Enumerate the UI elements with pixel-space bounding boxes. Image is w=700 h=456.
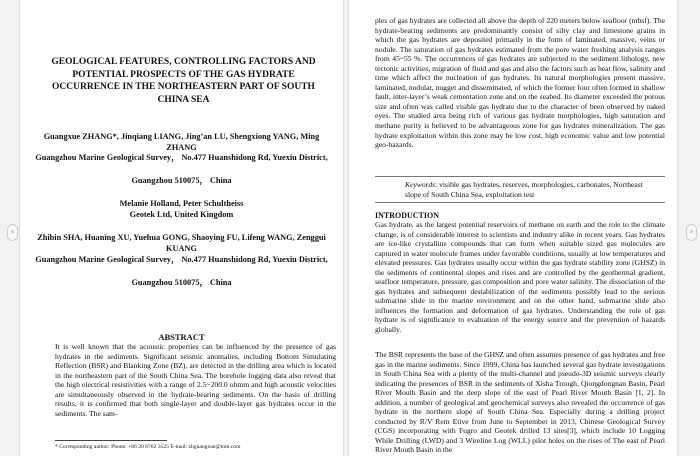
introduction-paragraph-2: The BSR represents the base of the GHSZ and often assumes presence of gas hydrates and free gas in the marine sediments. Since 1999, China has launched several gas hydrate investigations in South China Sea with a plenty of the multi-channel and pseudo-3D seismic surveys clearly indicating the presences of BSR in the sediments of Xisha Trough, Qiongdongnan Basin, Pearl River Mouth Basin and the deep slope of the east of Pearl River Mouth Basin [1, 2]. In addition, a number of geological and geochemical surveys also revealed the occurrence of gas hydrate in the northern slope of South China Sea. Especially during a drilling project conducted by R/V Rem Etive from June to September in 2013, Chinese Geological Survey (CGS) incorporating with Fugro and Geotek drilled 13 sites[3], which include 10 Logging While Drilling (LWD) and 3 Wireline Log (WLL) pilot holes on the rises of The east of Pearl River Mouth Basin in the	[375, 350, 665, 455]
affiliation-city-1: Guangzhou 510075， China	[131, 176, 232, 185]
keywords-text: : visible gas hydrates, reserves, morphologies, carbonates, Northeast slope of South China Sea, exploitation test	[405, 180, 643, 199]
author-list-1: Guangxue ZHANG*, Jinqiang LIANG, Jing’an LU, Shengxiong YANG, Ming ZHANG	[43, 132, 320, 152]
keywords-label: Keywords	[405, 180, 436, 189]
affiliation-2: Geotek Ltd, United Kingdom	[129, 210, 234, 219]
right-page	[349, 0, 677, 456]
keywords-top-rule	[375, 176, 665, 177]
affiliation-city-3: Guangzhou 510075， China	[131, 278, 232, 287]
left-page	[20, 0, 343, 456]
author-list-3: Zhibin SHA, Huaning XU, Yuehua GONG, Shaoying FU, Lifeng WANG, Zenggui KUANG	[37, 233, 326, 253]
author-list-2: Melanie Holland, Peter Schultheiss	[119, 199, 244, 208]
abstract-continuation: ples of gas hydrates are collected all above the depth of 220 meters below seafloor (mbsf). The hydrate-bearing sediments are predominantly consist of silty clay and limestone grains in which the gas hydrates are deposited primarily in the form of laminated, massive, veins or nodule. The saturation of gas hydrates estimated from the pore water freshing analysis ranges from 45~55 %. The occurrences of gas hydrates are subjected to the sediment lithology, new tectonic activities, migration of fluid and gas and also the factors such as heat flow, salinity and time which affect the nucleation of gas hydrates. Its natural morphologies present massive, laminated, nodular, nugget and disseminated, of which the former four often formed in shallow fault, inter-layer’s weak cementation zone and on the seabed. Its diameter exceeded the porous size and often was called visible gas hydrate due to the character of been observed by naked eyes. The studied area being rich of various gas hydrate morphologies, high saturation and methane purity is believed to be advantageous zone for gas hydrates mineralization. The gas hydrate exploitation within this zone may be low cost, high economic value and low potential geo-hazards.	[375, 16, 665, 150]
abstract-heading: ABSTRACT	[158, 332, 205, 342]
chevron-left-icon: ‹	[10, 227, 15, 237]
introduction-heading: INTRODUCTION	[375, 211, 440, 220]
footnote-rule	[55, 440, 167, 441]
keywords-bottom-rule	[375, 202, 665, 203]
chevron-right-icon: ›	[689, 227, 694, 237]
next-page-button[interactable]	[686, 224, 697, 241]
keywords	[405, 180, 659, 199]
previous-page-button[interactable]	[7, 224, 18, 241]
introduction-paragraph-1: Gas hydrate, as the largest potential reservoirs of methane on earth and the role to the climate change, is of considerable interest to scientists and industry alike in recent years. Gas hydrates are ice-like crystalline compounds that can form when suitable sized gas molecules are captured in water molecule frames under favorable conditions, usually at low temperatures and elevated pressures. Gas hydrates usually occur within the gas hydrate stability zone (GHSZ) in the sediments of continental slopes and rises and are controlled by the geothermal gradient, seafloor temperature, pressure, gas composition and pore water salinity. The dissociation of the gas hydrates and subsequent destabilization of the sediments possibly lead to the serious submarine slide in the marine environment and on the other hand, submarine slide also influences the formation and deformation of gas hydrates. Understanding the role of gas hydrate is of significance to evaluation of the energy source and the prevention of hazards globally.	[375, 220, 665, 335]
corresponding-author-footnote: * Corresponding author: Phone: +86 20 8762 3525 E-mail: zhguangxue@tom.com	[55, 444, 241, 450]
abstract-text: It is well known that the acoustic properties can be influenced by the presence of gas hydrates in the sediments. Significant seismic anomalies, including Bottom Simulating Reflection (BSR) and Blanking Zone (BZ), are detected in the drilling area which is located in the northeastern part of the South China Sea. The borehole logging data also reveal that the high electrical resistivities with a range of 2.5~200.0 ohmm and high acoustic velocities are simultaneously observed in the hydrate-bearing sediments. On the basis of drilling results, it is confirmed that both single-layer and double-layer gas hydrates occur in the sediments. The sam-	[55, 342, 336, 418]
affiliation-1: Guangzhou Marine Geological Survey， No.477 Huanshidong Rd, Yuexiu District,	[35, 153, 328, 162]
affiliation-3: Guangzhou Marine Geological Survey， No.477 Huanshidong Rd, Yuexiu District,	[35, 255, 328, 264]
paper-title: GEOLOGICAL FEATURES, CONTROLLING FACTORS AND POTENTIAL PROSPECTS OF THE GAS HYDRATE OCCURRENCE IN THE NORTHEASTERN PART OF SOUTH CHINA SEA	[51, 57, 316, 105]
